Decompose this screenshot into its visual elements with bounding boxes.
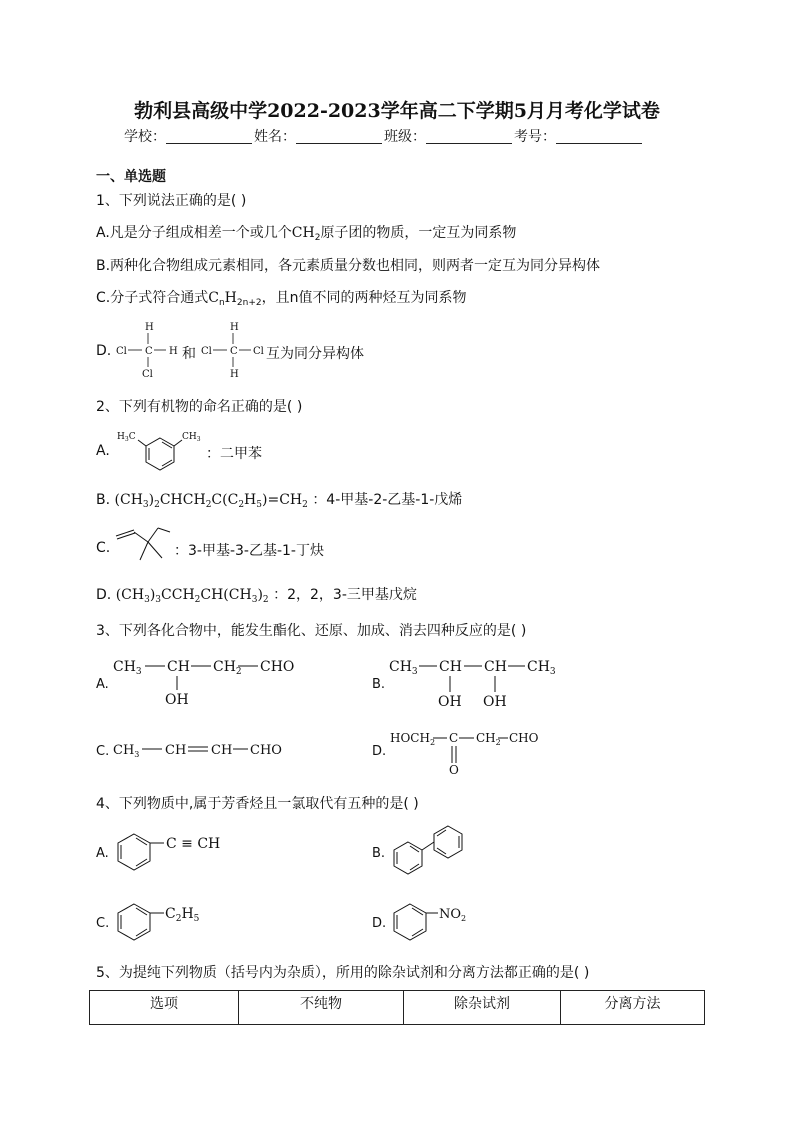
exam-title: 勃利县高级中学2022-2023学年高二下学期5月月考化学试卷 — [134, 100, 660, 122]
school-label: 学校： — [124, 129, 166, 145]
table-header-reagent: 除杂试剂 — [404, 991, 561, 1025]
q4-d-structure — [386, 896, 486, 946]
svg-text:CH3: $CH_3$ — [527, 659, 556, 677]
q1-d-label: D. — [96, 343, 112, 359]
svg-text:OH: OH — [438, 694, 462, 710]
q2-d-formula: $(CH_3)_3CCH_2CH(CH_3)_2$ — [115, 587, 269, 605]
svg-text:CH3: $CH_3$ — [182, 432, 201, 443]
svg-text:CH: CH — [484, 659, 507, 675]
svg-text:Cl: Cl — [116, 346, 127, 357]
svg-text:NO2: $NO_2$ — [439, 907, 467, 923]
q4-a-label: A. — [96, 846, 109, 861]
q2-option-d — [96, 584, 417, 605]
class-label: 班级： — [384, 129, 426, 145]
q4-c-structure — [108, 896, 208, 946]
q2-a-structure — [112, 426, 208, 474]
q1-option-b: B.两种化合物组成元素相同，各元素质量分数也相同，则两者一定互为同分异构体 — [96, 258, 601, 274]
q5-table — [89, 990, 705, 1025]
q1-c-text: C.分子式符合通式 — [96, 290, 209, 306]
q1-c-sub1: n — [218, 298, 225, 308]
q3-d-structure — [388, 726, 548, 782]
q1-c-sub2: 2n+2 — [236, 298, 262, 308]
svg-text:H: H — [169, 346, 178, 357]
q2-d-text: ：2，2，3-三甲基戊烷 — [273, 587, 417, 603]
svg-text:OH: OH — [483, 694, 507, 710]
q4-b-label: B. — [372, 846, 386, 861]
q4-c-label: C. — [96, 916, 110, 931]
q1-d-structure-2 — [200, 318, 272, 380]
q1-d-and: 和 — [182, 346, 196, 362]
q2-a-label: A. — [96, 443, 110, 459]
svg-text:C2H5: $C_2H_5$ — [165, 906, 200, 924]
svg-text:CH: CH — [165, 743, 187, 758]
q2-c-structure — [112, 522, 174, 568]
svg-text:O: O — [449, 763, 459, 777]
name-blank[interactable] — [296, 129, 382, 144]
q1-option-a — [96, 222, 516, 243]
section-heading: 一、单选题 — [96, 169, 166, 185]
svg-text:CH: CH — [167, 659, 190, 675]
svg-text:Cl: Cl — [253, 346, 264, 357]
q4-b-structure — [386, 822, 486, 878]
svg-text:CHO: CHO — [260, 659, 295, 675]
svg-text:C: C — [230, 346, 238, 357]
svg-text:H: H — [230, 322, 239, 333]
svg-text:CHO: CHO — [509, 731, 539, 745]
q2-a-text: ：二甲苯 — [206, 446, 262, 462]
name-label: 姓名： — [254, 129, 296, 145]
q2-c-text: ：3-甲基-3-乙基-1-丁炔 — [174, 543, 324, 559]
table-row — [90, 991, 705, 1025]
q1-stem: 1、下列说法正确的是( ) — [96, 193, 247, 209]
q3-c-label: C. — [96, 744, 110, 759]
svg-text:H: H — [145, 322, 154, 333]
svg-text:H: H — [230, 369, 239, 380]
q2-b-formula: $(CH_3)_2CHCH_2C(C_2H_5)=CH_2$ — [114, 492, 308, 510]
svg-text:C: C — [145, 346, 153, 357]
svg-text:CHO: CHO — [250, 743, 282, 758]
q2-stem: 2、下列有机物的命名正确的是( ) — [96, 399, 303, 415]
svg-text:CH: CH — [211, 743, 233, 758]
q1-a-text2: 原子团的物质，一定互为同系物 — [320, 225, 517, 241]
q1-c-c: C — [208, 290, 219, 306]
svg-text:Cl: Cl — [201, 346, 212, 357]
q3-a-label: A. — [96, 677, 109, 692]
exam-no-blank[interactable] — [556, 129, 642, 144]
q4-stem: 4、下列物质中,属于芳香烃且一氯取代有五种的是( ) — [96, 796, 419, 812]
svg-text:OH: OH — [165, 692, 189, 708]
q2-b-label: B. — [96, 492, 111, 508]
q3-b-structure — [386, 652, 566, 714]
table-header-method: 分离方法 — [561, 991, 705, 1025]
q4-a-structure — [108, 826, 238, 876]
q4-a-substituent: C ≡ CH — [166, 836, 221, 852]
q1-option-c — [96, 287, 466, 308]
q1-c-h: H — [224, 290, 237, 306]
svg-text:CH2: $CH_2$ — [476, 731, 501, 747]
table-header-impure: 不纯物 — [239, 991, 404, 1025]
svg-text:CH3: $CH_3$ — [113, 743, 140, 759]
school-blank[interactable] — [166, 129, 252, 144]
svg-text:HOCH2: $HOCH_2$ — [390, 731, 436, 747]
q1-a-sub: 2 — [314, 233, 321, 243]
q3-c-structure — [110, 734, 290, 764]
q1-a-formula: CH — [291, 225, 315, 241]
svg-text:C: C — [449, 731, 459, 745]
q1-a-text: A.凡是分子组成相差一个或几个 — [96, 225, 292, 241]
svg-text:CH3: $CH_3$ — [113, 659, 142, 677]
q3-b-label: B. — [372, 677, 386, 692]
q4-d-label: D. — [372, 916, 387, 931]
q3-d-label: D. — [372, 744, 387, 759]
q2-c-label: C. — [96, 540, 111, 556]
q3-a-structure — [110, 652, 310, 712]
q5-stem: 5、为提纯下列物质（括号内为杂质），所用的除杂试剂和分离方法都正确的是( ) — [96, 965, 590, 981]
svg-text:CH: CH — [439, 659, 462, 675]
q2-option-b — [96, 489, 462, 510]
svg-text:Cl: Cl — [142, 369, 153, 380]
svg-text:CH2: $CH_2$ — [213, 659, 242, 677]
q2-d-label: D. — [96, 587, 112, 603]
exam-no-label: 考号： — [514, 129, 556, 145]
q1-d-text: 互为同分异构体 — [266, 346, 364, 362]
q3-stem: 3、下列各化合物中，能发生酯化、还原、加成、消去四种反应的是( ) — [96, 623, 527, 639]
student-info-line — [124, 126, 644, 146]
svg-text:CH3: $CH_3$ — [389, 659, 418, 677]
table-header-option: 选项 — [90, 991, 239, 1025]
q1-c-text2: ，且n值不同的两种烃互为同系物 — [261, 290, 467, 306]
class-blank[interactable] — [426, 129, 512, 144]
q2-b-text: ：4-甲基-2-乙基-1-戊烯 — [312, 492, 463, 508]
q1-option-d — [96, 343, 111, 359]
svg-text:H3C: $H_3C$ — [117, 432, 136, 443]
